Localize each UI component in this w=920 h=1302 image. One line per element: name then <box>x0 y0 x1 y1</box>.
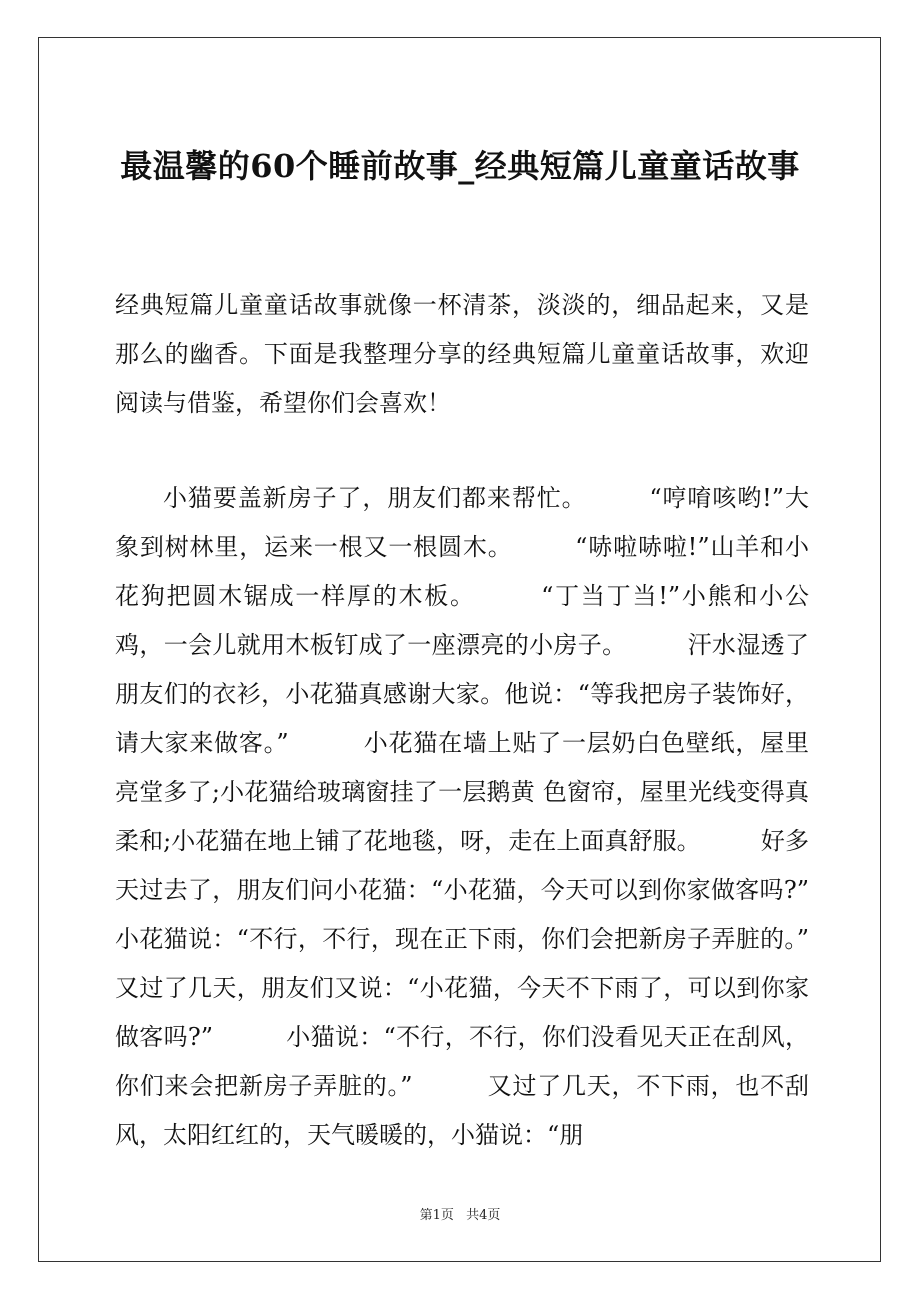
document-title: 最温馨的60个睡前故事_经典短篇儿童童话故事 <box>120 147 800 185</box>
page-total: 共4页 <box>466 1208 501 1223</box>
page-number: 第1页 <box>419 1208 454 1223</box>
intro-paragraph: 经典短篇儿童童话故事就像一杯清茶，淡淡的，细品起来，又是那么的幽香。下面是我整理分享的经典短篇儿童童话故事，欢迎阅读与借鉴，希望你们会喜欢！ <box>115 291 809 417</box>
story-paragraph: 小猫要盖新房子了，朋友们都来帮忙。 “哼唷咳哟!”大象到树林里，运来一根又一根圆木。 “哧啦哧啦!”山羊和小花狗把圆木锯成一样厚的木板。 “丁当丁当!”小熊和小公鸡，一会儿就用木板钉成了一座漂亮的小房子。 汗水湿透了朋友们的衣衫，小花猫真感谢大家。他说：“等我把房子装饰好，请大家来做客。” 小花猫在墙上贴了一层奶白色壁纸，屋里亮堂多了;小花猫给玻璃窗挂了一层鹅黄 色窗帘，屋里光线变得真柔和;小花猫在地上铺了花地毯，呀，走在上面真舒服。 好多天过去了，朋友们问小花猫：“小花猫，今天可以到你家做客吗?” 小花猫说：“不行，不行，现在正下雨，你们会把新房子弄脏的。” 又过了几天，朋友们又说：“小花猫，今天不下雨了，可以到你家做客吗?” 小猫说：“不行，不行，你们没看见天正在刮风，你们来会把新房子弄脏的。” 又过了几天，不下雨，也不刮风，太阳红红的，天气暖暖的，小猫说：“朋 <box>115 484 881 1149</box>
page-footer <box>0 1207 920 1225</box>
